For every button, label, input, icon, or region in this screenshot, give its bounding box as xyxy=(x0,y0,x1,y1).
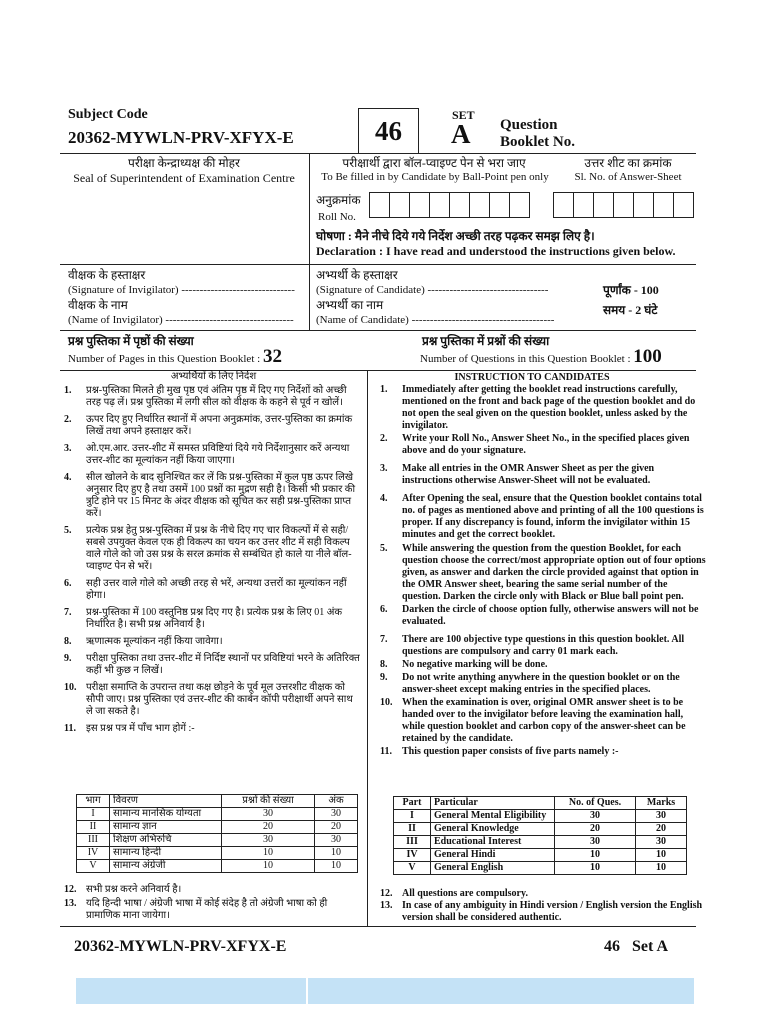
table-row: III शिक्षण अभिरुचि 30 30 xyxy=(77,834,358,847)
table-row: II General Knowledge 20 20 xyxy=(394,823,687,836)
table-header-cell: Marks xyxy=(636,797,687,810)
questions-value: 100 xyxy=(633,346,662,367)
english-instructions-title: INSTRUCTION TO CANDIDATES xyxy=(454,372,610,383)
english-instruction-item: 7. There are 100 objective type questions in this question booklet. All questions are compulsory and carry 01 mark each. xyxy=(380,634,685,657)
answer-sheet-hindi: उत्तर शीट का क्रमांक xyxy=(584,156,672,170)
table-row: V सामान्य अंग्रेजी 10 10 xyxy=(77,860,358,873)
pages-english xyxy=(68,346,282,367)
english-instruction-item: 11. This question paper consists of five parts namely :- xyxy=(380,746,619,757)
set-value: A xyxy=(451,119,471,149)
pages-english-label: Number of Pages in this Question Booklet : xyxy=(68,353,261,365)
booklet-number: 46 xyxy=(375,116,402,146)
invigilator-signature-hindi: वीक्षक के हस्ताक्षर xyxy=(68,268,146,282)
seal-hindi: परीक्षा केन्द्राध्यक्ष की मोहर xyxy=(128,156,240,170)
answer-sheet-digit-box[interactable] xyxy=(653,192,674,218)
pages-value: 32 xyxy=(262,346,282,367)
english-instruction-item: 1. Immediately after getting the booklet read instructions carefully, mentioned on the front and back page of the question booklet and do not open the seal given on the question booklet, unless asked by the invigilator. xyxy=(380,384,696,431)
hindi-parts-table xyxy=(76,794,358,873)
table-row: I General Mental Eligibility 30 30 xyxy=(394,810,687,823)
roll-number-boxes xyxy=(369,192,530,218)
hindi-instruction-item: 4. सील खोलने के बाद सुनिश्चित कर लें कि प्रश्न-पुस्तिका में कुल पृष्ठ ऊपर लिखे अनुसार दिए हुए है तथा उसमें 100 प्रश्नों का मुद्रण सही है। किसी भी प्रकार की त्रुटि होने पर 15 मिनट के अंदर वीक्षक को सूचित कर सही प्रश्न-पुस्तिका प्राप्त करें। xyxy=(64,472,356,519)
booklet-number-box xyxy=(358,108,419,154)
answer-sheet-number-boxes xyxy=(553,192,694,218)
question-booklet-label-line1: Question xyxy=(500,117,558,133)
candidate-name-hindi: अभ्यर्थी का नाम xyxy=(316,298,384,312)
seal-english: Seal of Superintendent of Examination Centre xyxy=(73,171,295,185)
table-row: IV सामान्य हिन्दी 10 10 xyxy=(77,847,358,860)
english-instruction-item: 9. Do not write anything anywhere in the question booklet or on the answer-sheet except making entries in the specified places. xyxy=(380,672,680,695)
questions-hindi: प्रश्न पुस्तिका में प्रश्नों की संख्या xyxy=(422,334,550,348)
invigilator-signature-field[interactable]: (Signature of Invigilator) ------------------------------- xyxy=(68,284,295,296)
question-booklet-label-line2: Booklet No. xyxy=(500,134,575,150)
table-header-cell: विवरण xyxy=(110,795,222,808)
footer-code: 20362-MYWLN-PRV-XFYX-E xyxy=(74,938,287,955)
answer-sheet-english: Sl. No. of Answer-Sheet xyxy=(574,171,682,183)
hindi-instruction-item: 11. इस प्रश्न पत्र में पाँच भाग होगें :- xyxy=(64,723,195,734)
table-row: II सामान्य ज्ञान 20 20 xyxy=(77,821,358,834)
hindi-instruction-item: 3. ओ.एम.आर. उत्तर-शीट में समस्त प्रविष्टियां दिये गये निर्देशानुसार करें अन्यथा उत्तर-शीट का मूल्यांकन नहीं किया जाएगा। xyxy=(64,443,350,466)
table-header-cell: अंक xyxy=(315,795,358,808)
invigilator-name-hindi: वीक्षक के नाम xyxy=(68,298,128,312)
questions-english xyxy=(420,346,662,367)
hindi-instruction-item: 6. सही उत्तर वाले गोले को अच्छी तरह से भरें, अन्यथा उत्तरों का मूल्यांकन नहीं होगा। xyxy=(64,578,347,601)
footer-band-right xyxy=(308,978,694,1004)
answer-sheet-digit-box[interactable] xyxy=(613,192,634,218)
table-header-cell: Part xyxy=(394,797,431,810)
answer-sheet-digit-box[interactable] xyxy=(673,192,694,218)
seal-divider xyxy=(309,153,310,264)
question-booklet-label xyxy=(500,117,575,151)
hindi-instruction-item: 10. परीक्षा समाप्ति के उपरान्त तथा कक्ष छोड़ने के पूर्व मूल उत्तरशीट वीक्षक को सौपी जाए। प्रश्न पुस्तिका एवं उत्तर-शीट की कार्बन कॉपी परीक्षार्थी अपने साथ ले जा सकते है। xyxy=(64,682,353,717)
hindi-instruction-item: 8. ऋणात्मक मूल्यांकन नहीं किया जावेगा। xyxy=(64,636,223,647)
english-instructions-list xyxy=(380,384,706,758)
english-instructions-after xyxy=(380,888,706,924)
english-instruction-item: 4. After Opening the seal, ensure that the Question booklet contains total no. of pages as mentioned above and printing of all the 100 questions is proper. If any discrepancy is found, inform the invigilator within 15 minutes and get the correct booklet. xyxy=(380,493,704,540)
candidate-fill-english: To Be filled in by Candidate by Ball-Point pen only xyxy=(321,171,549,183)
pages-hindi: प्रश्न पुस्तिका में पृष्ठों की संख्या xyxy=(68,334,194,348)
roll-digit-box[interactable] xyxy=(369,192,390,218)
instructions-bottom-rule xyxy=(60,926,696,927)
hindi-instruction-item: 5. प्रत्येक प्रश्न हेतु प्रश्न-पुस्तिका में प्रश्न के नीचे दिए गए चार विकल्पों में से सही/सबसे उपयुक्त केवल एक ही विकल्प का चयन कर उत्तर शीट में सही विकल्प वाले गोले को जो उस प्रश्न के सरल क्रमांक से सम्बंधित हो काले या नीले बॉल-प्वाइण्ट पेन से भरें। xyxy=(64,525,352,572)
set-label: SET xyxy=(452,108,475,122)
english-parts-table xyxy=(393,796,687,875)
table-row: V General English 10 10 xyxy=(394,862,687,875)
hindi-instruction-item: 2. ऊपर दिए हुए निर्धारित स्थानों में अपना अनुक्रमांक, उत्तर-पुस्तिका का क्रमांक लिखें तथा अपने हस्ताक्षर करें। xyxy=(64,414,353,437)
english-instruction-item: 8. No negative marking will be done. xyxy=(380,659,548,670)
table-row: IV General Hindi 10 10 xyxy=(394,849,687,862)
questions-english-label: Number of Questions in this Question Booklet : xyxy=(420,353,631,365)
answer-sheet-digit-box[interactable] xyxy=(593,192,614,218)
roll-hindi: अनुक्रमांक xyxy=(316,193,361,207)
table-header-cell: Particular xyxy=(431,797,555,810)
signature-divider xyxy=(309,264,310,330)
english-instruction-item: 5. While answering the question from the question Booklet, for each question choose the correct/most appropriate option out of four options given, as answer and darken the circle provided against that option in the OMR Answer sheet, bearing the same serial number of the question. Darken the circle only with Black or Blue ball point pen. xyxy=(380,543,706,602)
form-top-rule xyxy=(60,153,696,154)
table-header-cell: प्रश्नों की संख्या xyxy=(222,795,315,808)
seal-bottom-rule xyxy=(60,264,696,265)
hindi-instructions-title: अभ्यर्थियों के लिए निर्देश xyxy=(170,371,257,382)
answer-sheet-digit-box[interactable] xyxy=(633,192,654,218)
footer-band-left xyxy=(76,978,306,1004)
roll-digit-box[interactable] xyxy=(429,192,450,218)
roll-english: Roll No. xyxy=(318,211,356,223)
footer-set-info: 46 Set A xyxy=(604,938,668,955)
declaration-english: Declaration : I have read and understood the instructions given below. xyxy=(316,244,676,258)
roll-digit-box[interactable] xyxy=(509,192,530,218)
roll-digit-box[interactable] xyxy=(469,192,490,218)
subject-code: 20362-MYWLN-PRV-XFYX-E xyxy=(68,128,294,147)
candidate-signature-field[interactable]: (Signature of Candidate) --------------------------------- xyxy=(316,284,549,296)
hindi-instructions-after xyxy=(64,884,360,927)
candidate-name-field[interactable]: (Name of Candidate) --------------------------------------- xyxy=(316,314,555,326)
answer-sheet-digit-box[interactable] xyxy=(573,192,594,218)
english-instruction-item: 12. All questions are compulsory. xyxy=(380,888,528,899)
exam-time: समय - 2 घंटे xyxy=(603,303,658,317)
english-instruction-item: 6. Darken the circle of choose option fully, otherwise answers will not be evaluated. xyxy=(380,604,699,627)
candidate-fill-hindi: परीक्षार्थी द्वारा बॉल-प्वाइण्ट पेन से भरा जाए xyxy=(342,156,526,170)
table-header-cell: No. of Ques. xyxy=(555,797,636,810)
english-instruction-item: 13. In case of any ambiguity in Hindi version / English version the English version shall be considered authentic. xyxy=(380,900,703,923)
table-row: I सामान्य मानसिक योग्यता 30 30 xyxy=(77,808,358,821)
roll-digit-box[interactable] xyxy=(389,192,410,218)
hindi-instruction-item: 12. सभी प्रश्न करने अनिवार्य है। xyxy=(64,884,182,895)
signature-bottom-rule xyxy=(60,330,696,331)
table-header-cell: भाग xyxy=(77,795,110,808)
hindi-instructions-list xyxy=(64,385,360,740)
subject-code-label: Subject Code xyxy=(68,107,148,122)
roll-digit-box[interactable] xyxy=(409,192,430,218)
english-instruction-item: 2. Write your Roll No., Answer Sheet No., in the specified places given above and do your signature. xyxy=(380,433,690,456)
roll-digit-box[interactable] xyxy=(489,192,510,218)
declaration-hindi: घोषणा : मैने नीचे दिये गये निर्देश अच्छी तरह पढ़कर समझ लिए है। xyxy=(316,229,595,243)
english-instruction-item: 3. Make all entries in the OMR Answer Sheet as per the given instructions otherwise Answer-Sheet will not be evaluated. xyxy=(380,463,655,486)
hindi-instruction-item: 7. प्रश्न-पुस्तिका में 100 वस्तुनिष्ठ प्रश्न दिए गए है। प्रत्येक प्रश्न के लिए 01 अंक निर्धारित है। सभी प्रश्न अनिवार्य है। xyxy=(64,607,343,630)
table-row: III Educational Interest 30 30 xyxy=(394,836,687,849)
answer-sheet-digit-box[interactable] xyxy=(553,192,574,218)
table-header-row xyxy=(77,795,358,808)
invigilator-name-field[interactable]: (Name of Invigilator) ----------------------------------- xyxy=(68,314,294,326)
hindi-instruction-item: 13. यदि हिन्दी भाषा / अंग्रेजी भाषा में कोई संदेह है तो अंग्रेजी भाषा को ही प्रामाणिक माना जायेगा। xyxy=(64,898,328,921)
table-header-row xyxy=(394,797,687,810)
hindi-instruction-item: 9. परीक्षा पुस्तिका तथा उत्तर-शीट में निर्दिष्ट स्थानों पर प्रविष्टियां भरने के अतिरिक्त कहीं भी कुछ न लिखें। xyxy=(64,653,360,676)
max-marks: पूर्णांक - 100 xyxy=(603,283,659,297)
english-instruction-item: 10. When the examination is over, original OMR answer sheet is to be handed over to the invigilator before leaving the examination hall, while question booklet and carbon copy of the answer-sheet can be retained by the candidate. xyxy=(380,697,686,744)
candidate-signature-hindi: अभ्यर्थी के हस्ताक्षर xyxy=(316,268,398,282)
column-divider xyxy=(367,370,368,926)
roll-digit-box[interactable] xyxy=(449,192,470,218)
hindi-instruction-item: 1. प्रश्न-पुस्तिका मिलते ही मुख पृष्ठ एवं अंतिम पृष्ठ में दिए गए निर्देशों को अच्छी तरह पढ़ लें। प्रश्न पुस्तिका में लगी सील को वीक्षक के कहने से पूर्व न खोलें। xyxy=(64,385,347,408)
